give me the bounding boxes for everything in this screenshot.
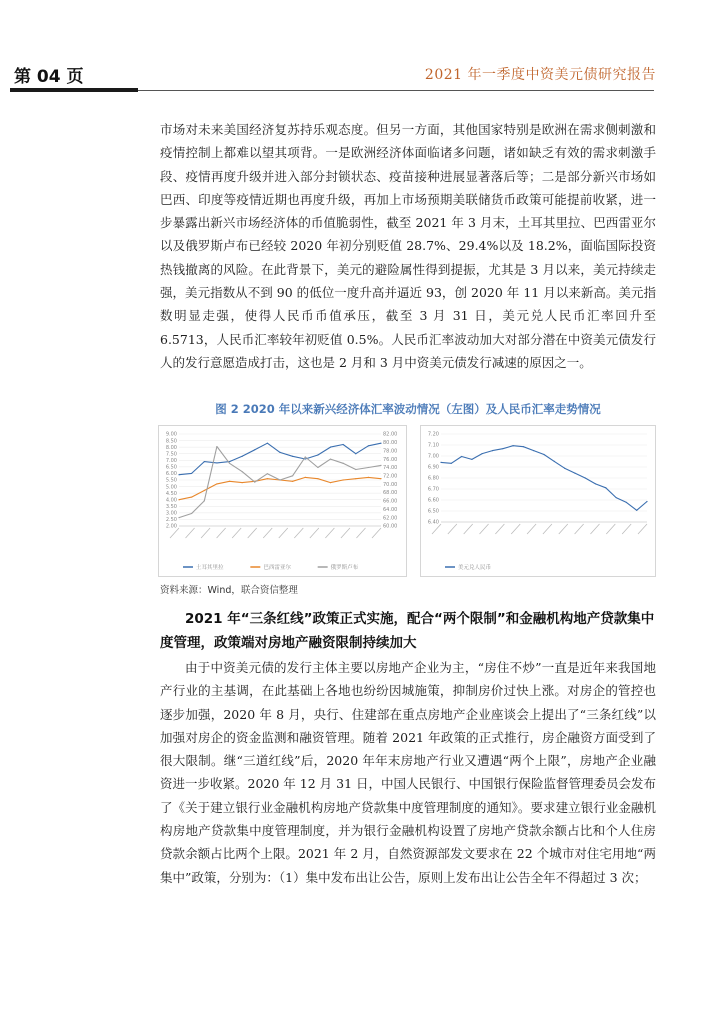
x-tick-label [480, 524, 489, 534]
data-point [513, 445, 514, 446]
header-rule-thick [10, 88, 138, 92]
y-tick-label: 7.10 [427, 442, 439, 449]
y2-tick-label: 62.00 [383, 515, 398, 522]
figure-source: 资料来源：Wind，联合资信整理 [160, 585, 298, 596]
y-tick-label: 3.50 [165, 503, 177, 510]
series-line [179, 447, 381, 518]
x-tick-label [294, 528, 303, 538]
y-tick-label: 6.50 [427, 508, 439, 515]
data-point [216, 446, 217, 447]
y-tick-label: 6.90 [427, 464, 439, 471]
x-tick-label [543, 524, 552, 534]
data-point [616, 497, 617, 498]
y-tick-label: 7.00 [165, 457, 177, 464]
x-tick-label [448, 524, 457, 534]
y2-tick-label: 70.00 [383, 481, 398, 488]
x-tick-label [511, 524, 520, 534]
data-point [254, 449, 255, 450]
y2-tick-label: 78.00 [383, 448, 398, 455]
data-point [533, 450, 534, 451]
y2-tick-label: 82.00 [383, 431, 398, 438]
y2-tick-label: 80.00 [383, 440, 398, 447]
y-tick-label: 2.00 [165, 523, 177, 530]
y2-tick-label: 74.00 [383, 465, 398, 472]
x-tick-label [527, 524, 536, 534]
x-tick-label [279, 528, 288, 538]
data-point [191, 513, 192, 514]
data-point [191, 473, 192, 474]
y2-tick-label: 64.00 [383, 506, 398, 513]
data-point [355, 469, 356, 470]
x-tick-label [575, 524, 584, 534]
y-tick-label: 5.50 [165, 477, 177, 484]
data-point [279, 452, 280, 453]
legend-label: 俄罗斯卢布 [330, 564, 359, 571]
data-point [380, 465, 381, 466]
y-tick-label: 6.80 [427, 475, 439, 482]
data-point [585, 477, 586, 478]
data-point [267, 478, 268, 479]
y-tick-label: 3.00 [165, 510, 177, 517]
y-tick-label: 2.50 [165, 517, 177, 524]
body-paragraph-1: 市场对未来美国经济复苏持乐观态度。但另一方面，其他国家特别是欧洲在需求侧刺激和疫情控制上都难以望其项背。一是欧洲经济体面临诸多问题，诸如缺乏有效的需求刺激手段、疫情再度升级并进入部分封锁状态、疫苗接种进展显著落后等；二是部分新兴市场如巴西、印度等疫情近期也再度升级，再加上市场预期美联储货币政策可能提前收紧，进一步暴露出新兴市场经济体的币值脆弱性，截至 2021 年 3 月末，土耳其里拉、巴西雷亚尔以及俄罗斯卢布已经较 2020 年初分别贬值 28.7%、29.4%以及 18.2%，面临国际投资热钱撤离的风险。在此背景下，美元的避险属性得到提振，尤其是 3 月以来，美元持续走强，美元指数从不到 90 的低位一度升高并逼近 93，创 2020 年 11 月以来新高。美元指数明显走强，使得人民币币值承压，截至 3 月 31 日，美元兑人民币汇率回升至 6.5713，人民币汇率较年初贬值 0.5%。人民币汇率波动加大对部分潜在中资美元债发行人的发行意愿造成打击，这也是 2 月和 3 月中资美元债发行减速的原因之一。 [160, 122, 656, 370]
y2-tick-label: 68.00 [383, 490, 398, 497]
data-point [440, 462, 441, 463]
x-tick-label [201, 528, 210, 538]
x-tick-label [590, 524, 599, 534]
data-point [355, 453, 356, 454]
y-tick-label: 7.00 [427, 453, 439, 460]
data-point [368, 477, 369, 478]
data-point [451, 463, 452, 464]
y2-tick-label: 72.00 [383, 473, 398, 480]
data-point [368, 445, 369, 446]
data-point [330, 447, 331, 448]
y2-tick-label: 76.00 [383, 456, 398, 463]
data-point [292, 481, 293, 482]
y-tick-label: 8.50 [165, 438, 177, 445]
data-point [305, 456, 306, 457]
header-rule-thin [138, 90, 654, 91]
data-point [482, 453, 483, 454]
data-point [292, 475, 293, 476]
section-heading: 2021 年“三条红线”政策正式实施，配合“两个限制”和金融机构地产贷款集中度管理，政策端对房地产融资限制持续加大 [160, 611, 655, 651]
chart-rmb-fx-svg [421, 426, 655, 576]
data-point [204, 461, 205, 462]
data-point [242, 482, 243, 483]
data-point [523, 446, 524, 447]
data-point [343, 463, 344, 464]
x-tick-label [310, 528, 319, 538]
y-tick-label: 6.40 [427, 519, 439, 526]
y-tick-label: 4.50 [165, 490, 177, 497]
data-point [305, 477, 306, 478]
data-point [317, 467, 318, 468]
y-tick-label: 8.00 [165, 444, 177, 451]
data-point [254, 481, 255, 482]
y-tick-label: 6.00 [165, 471, 177, 478]
legend-label: 美元兑人民币 [458, 564, 492, 571]
data-point [317, 478, 318, 479]
data-point [330, 458, 331, 459]
body-paragraph-2: 由于中资美元债的发行主体主要以房地产企业为主，“房住不炒”一直是近年来我国地产行业的主基调，在此基础上各地也纷纷因城施策，抑制房价过快上涨。对房企的管控也逐步加强，2020 年 8 月，央行、住建部在重点房地产企业座谈会上提出了“三条红线”以加强对房企的资金监测和融资管理。随着 2021 年政策的正式推行，房企融资方面受到了很大限制。继“三道红线”后，2020 年年末房地产行业又遭遇“两个上限”，房地产企业融资进一步收紧。2020 年 12 月 31 日，中国人民银行、中国银行保险监督管理委员会发布了《关于建立银行业金融机构房地产贷款集中度管理制度的通知》。要求建立银行业金融机构房地产贷款集中度管理制度，并为银行金融机构设置了房地产贷款余额占比和个人住房贷款余额占比两个上限。2021 年 2 月，自然资源部发文要求在 22 个城市对住宅用地“两集中”政策，分别为：（1）集中发布出让公告，原则上发布出让公告全年不得超过 3 次； [160, 660, 656, 885]
data-point [646, 501, 647, 502]
data-point [355, 478, 356, 479]
report-title: 2021 年一季度中资美元债研究报告 [424, 67, 656, 83]
data-point [178, 474, 179, 475]
y-tick-label: 9.00 [165, 431, 177, 438]
data-point [242, 471, 243, 472]
chart-emerging-fx-svg [159, 426, 406, 576]
data-point [204, 500, 205, 501]
figure-caption: 图 2 2020 年以来新兴经济体汇率波动情况（左图）及人民币汇率走势情况 [215, 402, 601, 416]
legend-label: 土耳其里拉 [196, 564, 224, 571]
x-tick-label [248, 528, 257, 538]
data-point [267, 473, 268, 474]
y-tick-label: 6.70 [427, 486, 439, 493]
y-tick-label: 7.20 [427, 431, 439, 438]
x-tick-label [606, 524, 615, 534]
data-point [626, 502, 627, 503]
x-tick-label [186, 528, 195, 538]
data-point [502, 448, 503, 449]
x-tick-label [263, 528, 272, 538]
data-point [317, 454, 318, 455]
data-point [471, 459, 472, 460]
y-tick-label: 4.00 [165, 497, 177, 504]
y-tick-label: 6.50 [165, 464, 177, 471]
data-point [191, 496, 192, 497]
data-point [216, 483, 217, 484]
data-point [178, 517, 179, 518]
x-tick-label [559, 524, 568, 534]
data-point [292, 456, 293, 457]
data-point [229, 463, 230, 464]
data-point [229, 481, 230, 482]
chart-rmb-fx [420, 425, 656, 577]
data-point [178, 499, 179, 500]
y2-tick-label: 66.00 [383, 498, 398, 505]
data-point [554, 461, 555, 462]
x-tick-label [232, 528, 241, 538]
data-point [279, 479, 280, 480]
data-point [343, 444, 344, 445]
data-point [330, 482, 331, 483]
y-tick-label: 6.60 [427, 497, 439, 504]
data-point [574, 473, 575, 474]
x-tick-label [495, 524, 504, 534]
data-point [492, 450, 493, 451]
chart-emerging-fx [158, 425, 407, 577]
data-point [267, 443, 268, 444]
y2-tick-label: 60.00 [383, 523, 398, 530]
x-tick-label [464, 524, 473, 534]
page-number: 第 04 页 [14, 67, 84, 87]
x-tick-label [372, 528, 381, 538]
data-point [543, 454, 544, 455]
data-point [343, 479, 344, 480]
x-tick-label [217, 528, 226, 538]
x-tick-label [638, 524, 647, 534]
x-tick-label [341, 528, 350, 538]
data-point [216, 462, 217, 463]
data-point [564, 468, 565, 469]
data-point [242, 456, 243, 457]
data-point [461, 456, 462, 457]
y-tick-label: 7.50 [165, 451, 177, 458]
data-point [368, 467, 369, 468]
legend-label: 巴西雷亚尔 [263, 564, 291, 571]
data-point [595, 483, 596, 484]
y-tick-label: 5.00 [165, 484, 177, 491]
data-point [605, 487, 606, 488]
x-tick-label [325, 528, 334, 538]
data-point [380, 443, 381, 444]
series-line [179, 443, 381, 475]
x-tick-label [622, 524, 631, 534]
data-point [204, 490, 205, 491]
data-point [636, 510, 637, 511]
data-point [380, 478, 381, 479]
x-tick-label [356, 528, 365, 538]
